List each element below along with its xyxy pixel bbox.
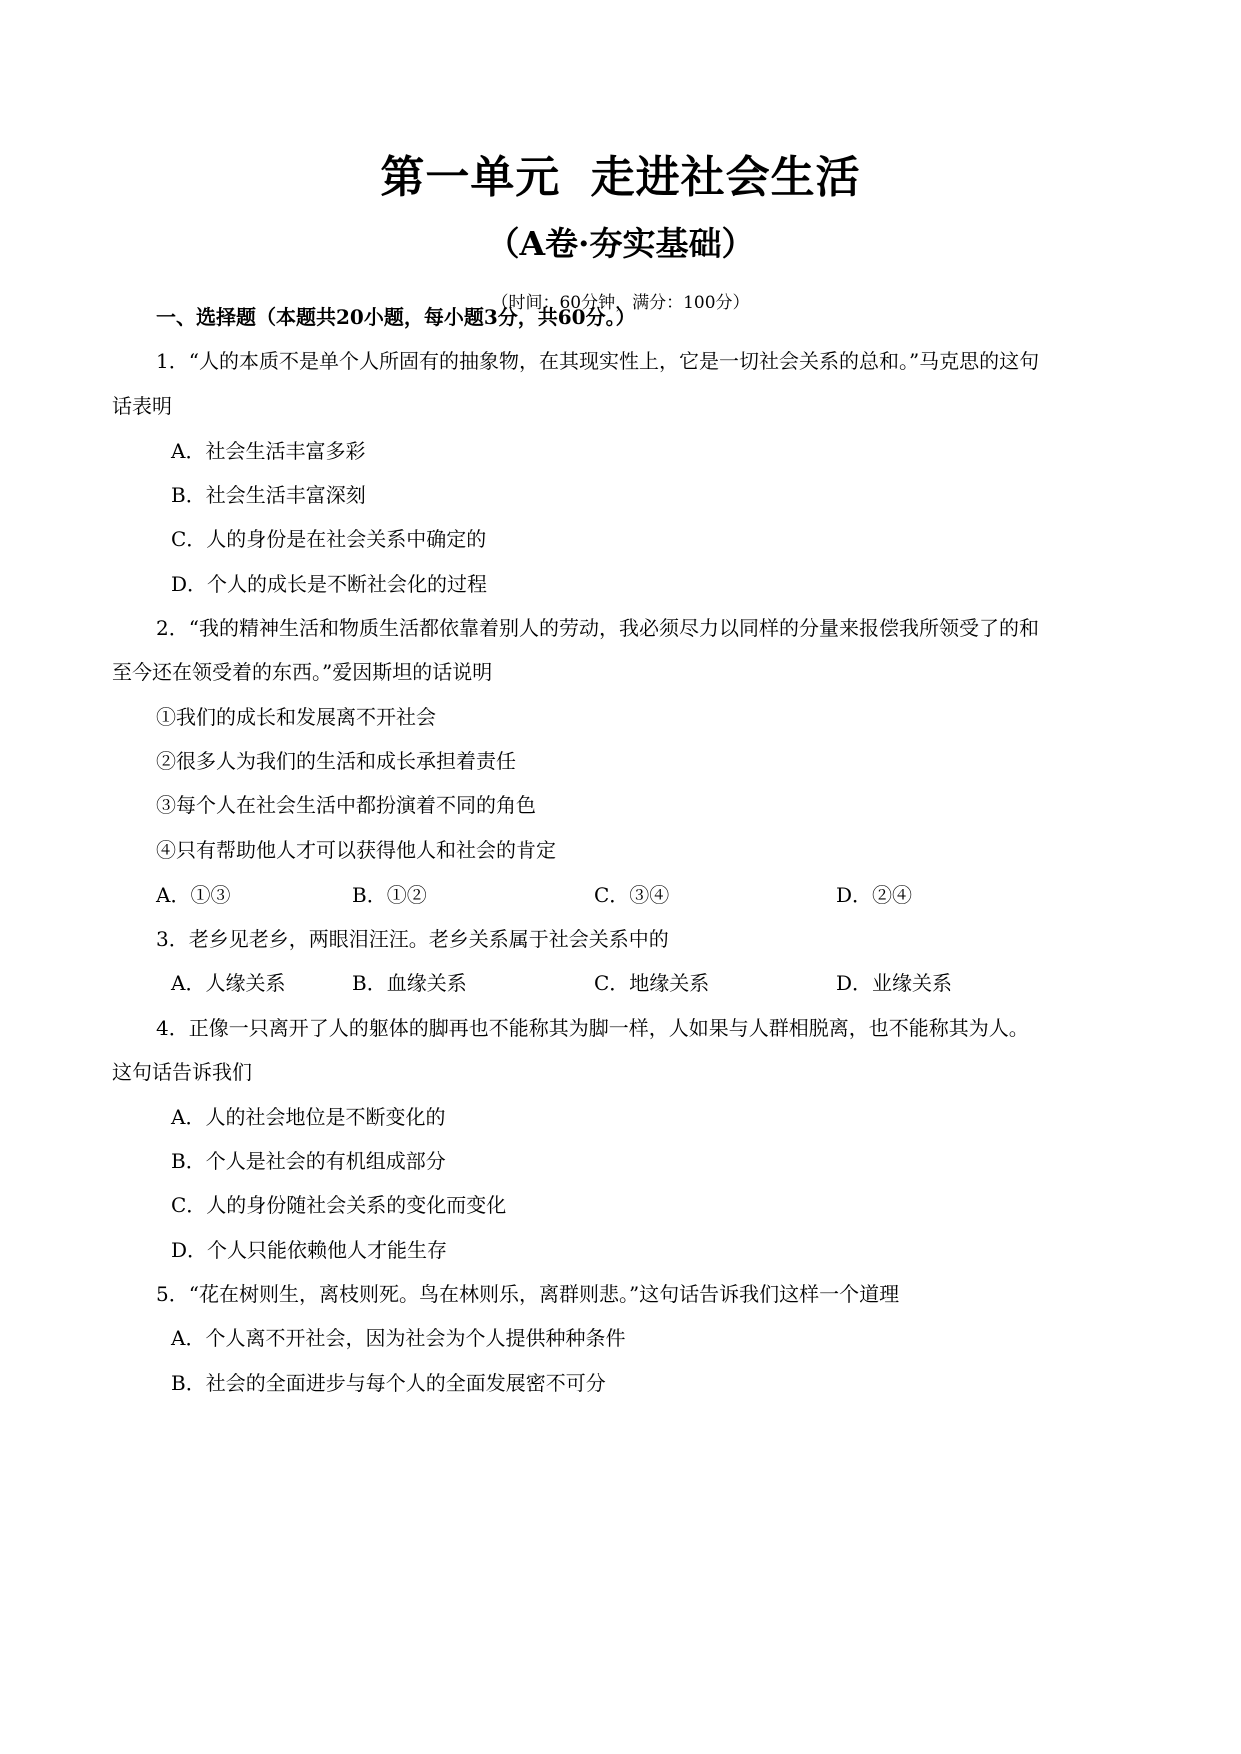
question-2-stem: 2．“我的精神生活和物质生活都依靠着别人的劳动，我必须尽力以同样的分量来报偿我所领受了的和 <box>156 616 1039 640</box>
question-4-option-d: D．个人只能依赖他人才能生存 <box>171 1238 448 1262</box>
question-1-option-c: C．人的身份是在社会关系中确定的 <box>171 527 487 551</box>
question-1-option-a: A．社会生活丰富多彩 <box>171 439 366 463</box>
question-4-option-a: A．人的社会地位是不断变化的 <box>171 1105 446 1129</box>
question-2-option-b: B．①② <box>352 883 427 907</box>
exam-meta: （时间：60分钟，满分：100分） <box>491 293 750 313</box>
question-2-statement-1: ①我们的成长和发展离不开社会 <box>156 705 436 729</box>
section-heading: 一、选择题（本题共20小题，每小题3分，共60分。） <box>156 305 636 329</box>
question-4-stem: 4．正像一只离开了人的躯体的脚再也不能称其为脚一样，人如果与人群相脱离，也不能称其为人。 <box>156 1016 1029 1040</box>
question-1-option-d: D．个人的成长是不断社会化的过程 <box>171 572 488 596</box>
question-4-stem-cont: 这句话告诉我们 <box>112 1060 252 1084</box>
page-subtitle: （A卷·夯实基础） <box>486 224 755 263</box>
question-1-stem-cont: 话表明 <box>112 394 172 418</box>
question-4-option-c: C．人的身份随社会关系的变化而变化 <box>171 1193 507 1217</box>
question-2-option-c: C．③④ <box>594 883 670 907</box>
question-5-option-a: A．个人离不开社会，因为社会为个人提供种种条件 <box>171 1326 626 1350</box>
question-1-stem: 1．“人的本质不是单个人所固有的抽象物，在其现实性上，它是一切社会关系的总和。”马克思的这句 <box>156 349 1040 373</box>
question-2-statement-3: ③每个人在社会生活中都扮演着不同的角色 <box>156 793 536 817</box>
question-1-option-b: B．社会生活丰富深刻 <box>171 483 366 507</box>
question-2-statement-4: ④只有帮助他人才可以获得他人和社会的肯定 <box>156 838 556 862</box>
question-3-stem: 3．老乡见老乡，两眼泪汪汪。老乡关系属于社会关系中的 <box>156 927 669 951</box>
page-title: 第一单元 走进社会生活 <box>380 152 861 203</box>
question-3-option-b: B．血缘关系 <box>352 971 467 995</box>
question-4-option-b: B．个人是社会的有机组成部分 <box>171 1149 446 1173</box>
question-2-option-d: D．②④ <box>836 883 913 907</box>
question-3-option-c: C．地缘关系 <box>594 971 710 995</box>
question-2-stem-cont: 至今还在领受着的东西。”爱因斯坦的话说明 <box>112 660 493 684</box>
question-5-option-b: B．社会的全面进步与每个人的全面发展密不可分 <box>171 1371 606 1395</box>
question-3-option-a: A．人缘关系 <box>171 971 286 995</box>
question-2-option-a: A．①③ <box>156 883 231 907</box>
question-5-stem: 5．“花在树则生，离枝则死。鸟在林则乐，离群则悲。”这句话告诉我们这样一个道理 <box>156 1282 900 1306</box>
question-2-statement-2: ②很多人为我们的生活和成长承担着责任 <box>156 749 516 773</box>
question-3-option-d: D．业缘关系 <box>836 971 953 995</box>
